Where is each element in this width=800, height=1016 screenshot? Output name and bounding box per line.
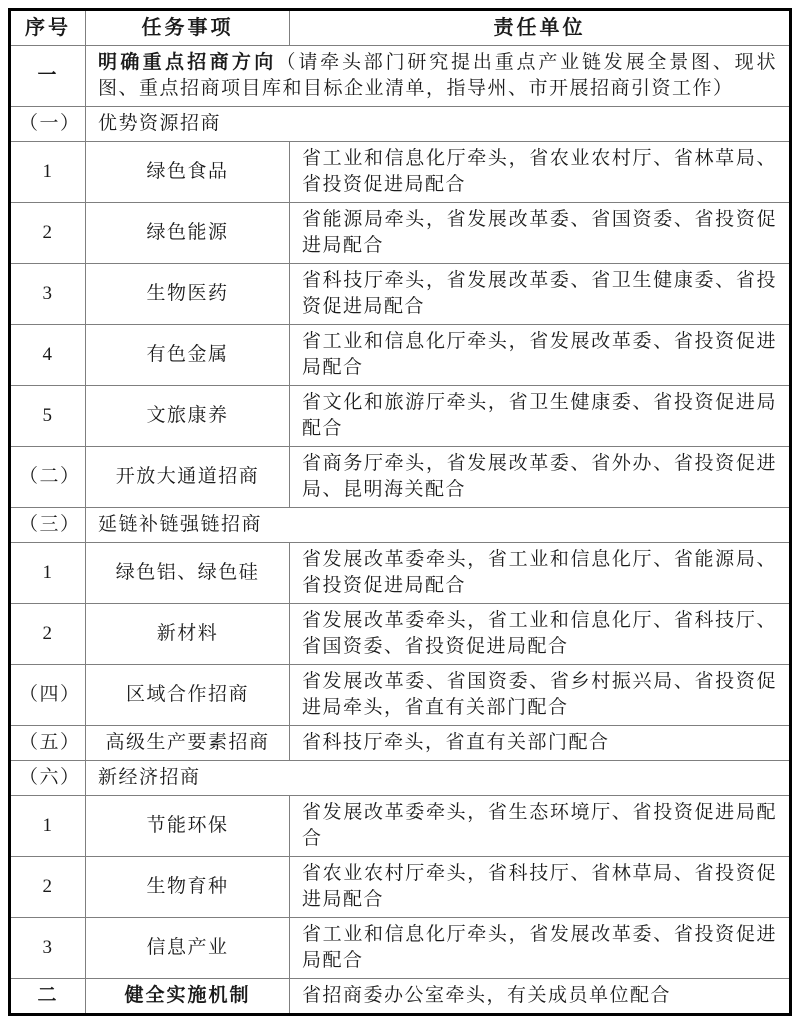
table-row	[10, 604, 791, 665]
table-row	[10, 142, 791, 203]
cell-task: 节能环保	[86, 796, 290, 857]
cell-task: 绿色能源	[86, 203, 290, 264]
cell-no: （二）	[10, 447, 86, 508]
cell-task: 生物育种	[86, 857, 290, 918]
cell-no: 3	[10, 264, 86, 325]
table-row	[10, 796, 791, 857]
cell-unit: 省工业和信息化厅牵头，省发展改革委、省投资促进局配合	[290, 918, 791, 979]
cell-task: 有色金属	[86, 325, 290, 386]
table-row	[10, 665, 791, 726]
cell-no: 1	[10, 796, 86, 857]
cell-no: （三）	[10, 508, 86, 543]
cell-no: 2	[10, 857, 86, 918]
cell-task: 开放大通道招商	[86, 447, 290, 508]
task-note: （请牵头部门研究提出重点产业链发展全景图、现状图、重点招商项目库和目标企业清单，指导州、市开展招商引资工作）	[98, 52, 777, 99]
cell-no: 4	[10, 325, 86, 386]
cell-unit: 省工业和信息化厅牵头，省农业农村厅、省林草局、省投资促进局配合	[290, 142, 791, 203]
cell-unit: 省招商委办公室牵头，有关成员单位配合	[290, 979, 791, 1015]
table-body	[10, 46, 791, 1015]
table-row	[10, 46, 791, 107]
header-unit: 责任单位	[290, 10, 791, 46]
header-no: 序号	[10, 10, 86, 46]
table-row	[10, 979, 791, 1015]
cell-task-merged	[86, 46, 791, 107]
cell-unit: 省工业和信息化厅牵头，省发展改革委、省投资促进局配合	[290, 325, 791, 386]
cell-no: （一）	[10, 107, 86, 142]
cell-unit: 省发展改革委牵头，省工业和信息化厅、省科技厅、省国资委、省投资促进局配合	[290, 604, 791, 665]
cell-task: 信息产业	[86, 918, 290, 979]
table-row	[10, 761, 791, 796]
table-row	[10, 447, 791, 508]
cell-unit: 省科技厅牵头，省直有关部门配合	[290, 726, 791, 761]
cell-unit: 省发展改革委牵头，省生态环境厅、省投资促进局配合	[290, 796, 791, 857]
cell-no: 3	[10, 918, 86, 979]
table-row	[10, 726, 791, 761]
cell-no: （五）	[10, 726, 86, 761]
cell-no: （四）	[10, 665, 86, 726]
cell-task: 区域合作招商	[86, 665, 290, 726]
cell-no: 2	[10, 203, 86, 264]
cell-task: 健全实施机制	[86, 979, 290, 1015]
cell-task: 高级生产要素招商	[86, 726, 290, 761]
cell-task: 绿色食品	[86, 142, 290, 203]
header-row	[10, 10, 791, 46]
cell-unit: 省文化和旅游厅牵头，省卫生健康委、省投资促进局配合	[290, 386, 791, 447]
cell-unit: 省发展改革委牵头，省工业和信息化厅、省能源局、省投资促进局配合	[290, 543, 791, 604]
cell-task-merged: 延链补链强链招商	[86, 508, 791, 543]
table-row	[10, 386, 791, 447]
cell-no: 5	[10, 386, 86, 447]
table-row	[10, 543, 791, 604]
task-title: 明确重点招商方向	[98, 52, 277, 73]
table-row	[10, 508, 791, 543]
table-row	[10, 107, 791, 142]
cell-task-merged: 优势资源招商	[86, 107, 791, 142]
header-task: 任务事项	[86, 10, 290, 46]
table-row	[10, 918, 791, 979]
cell-unit: 省商务厅牵头，省发展改革委、省外办、省投资促进局、昆明海关配合	[290, 447, 791, 508]
cell-no: 2	[10, 604, 86, 665]
cell-task: 生物医药	[86, 264, 290, 325]
cell-task: 新材料	[86, 604, 290, 665]
cell-task: 文旅康养	[86, 386, 290, 447]
cell-unit: 省科技厅牵头，省发展改革委、省卫生健康委、省投资促进局配合	[290, 264, 791, 325]
cell-unit: 省发展改革委、省国资委、省乡村振兴局、省投资促进局牵头，省直有关部门配合	[290, 665, 791, 726]
cell-no: 1	[10, 543, 86, 604]
cell-unit: 省能源局牵头，省发展改革委、省国资委、省投资促进局配合	[290, 203, 791, 264]
table-row	[10, 325, 791, 386]
table-row	[10, 264, 791, 325]
cell-no: （六）	[10, 761, 86, 796]
cell-task: 绿色铝、绿色硅	[86, 543, 290, 604]
cell-no: 1	[10, 142, 86, 203]
cell-no: 一	[10, 46, 86, 107]
cell-task-merged: 新经济招商	[86, 761, 791, 796]
task-table	[8, 8, 792, 1016]
table-row	[10, 857, 791, 918]
cell-unit: 省农业农村厅牵头，省科技厅、省林草局、省投资促进局配合	[290, 857, 791, 918]
table-row	[10, 203, 791, 264]
cell-no: 二	[10, 979, 86, 1015]
